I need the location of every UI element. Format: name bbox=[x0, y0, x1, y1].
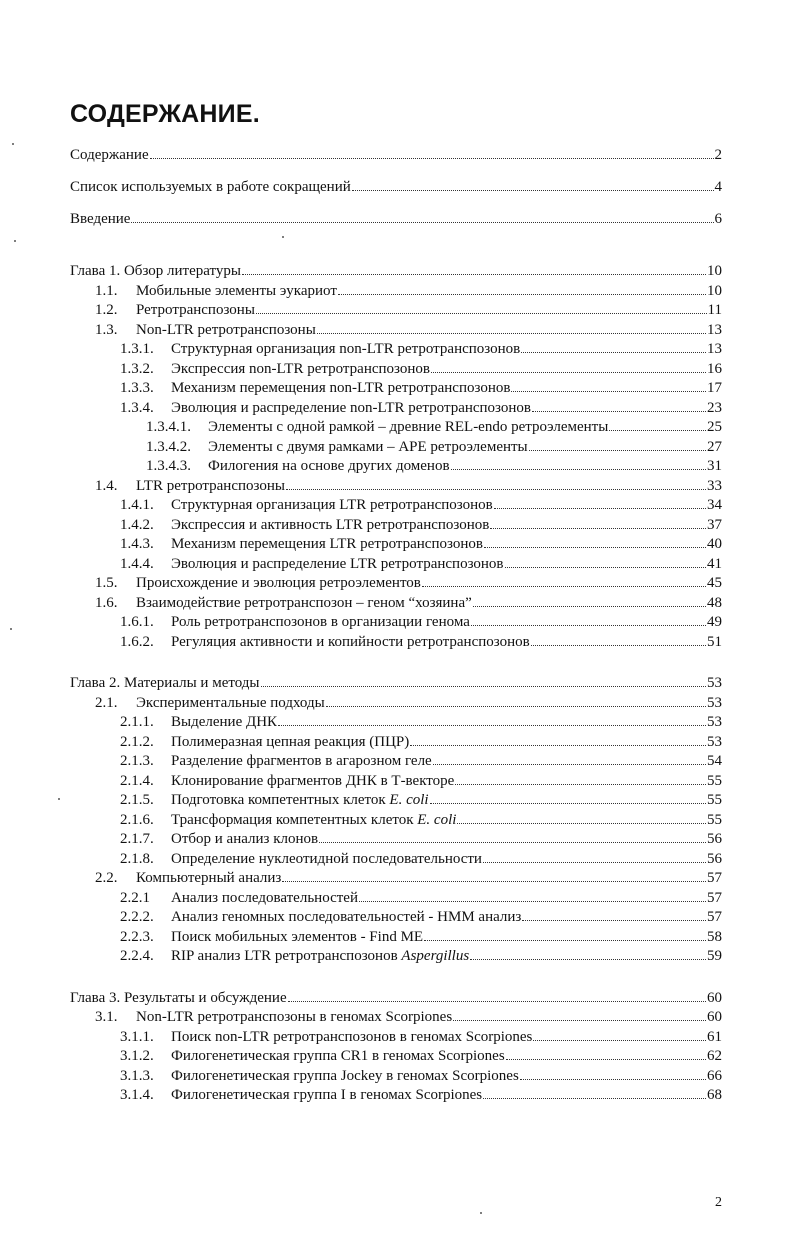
entry-title bbox=[136, 869, 281, 889]
entry-title-text: Поиск non-LTR ретротранспозонов в геномах Scorpiones bbox=[171, 1028, 533, 1045]
entry-page: 40 bbox=[707, 536, 722, 552]
dot-leader bbox=[533, 1039, 706, 1041]
entry-title bbox=[171, 889, 358, 909]
entry-page: 55 bbox=[707, 772, 722, 789]
toc-entry[interactable] bbox=[70, 176, 722, 198]
toc-entry[interactable] bbox=[70, 850, 722, 870]
entry-title-text: Отбор и анализ клонов bbox=[171, 831, 319, 847]
entry-page: 27 bbox=[707, 438, 722, 455]
entry-number: 1.4.1. bbox=[120, 497, 154, 513]
entry-title bbox=[171, 360, 430, 380]
entry-number: 1.6.1. bbox=[120, 614, 154, 630]
entry-title-text: Регуляция активности и копийности ретротранспозонов bbox=[171, 633, 530, 650]
entry-page: 54 bbox=[707, 753, 722, 769]
entry-title bbox=[171, 613, 470, 633]
entry-title bbox=[208, 457, 450, 477]
entry-title-text: Глава 2. Материалы и методы bbox=[70, 675, 260, 691]
entry-number: 1.3.4.3. bbox=[146, 458, 191, 474]
dot-leader bbox=[520, 1078, 706, 1080]
entry-page: 13 bbox=[707, 341, 722, 357]
section-gap bbox=[70, 240, 722, 262]
entry-number: 1.2. bbox=[95, 302, 118, 318]
entry-title-text: Происхождение и эволюция ретроэлементов bbox=[136, 575, 421, 591]
dot-leader bbox=[521, 351, 706, 353]
entry-title-text: Содержание bbox=[70, 147, 149, 163]
entry-title-text: Non-LTR ретротранспозоны в геномах Scorpiones bbox=[136, 1009, 453, 1025]
toc-entry[interactable] bbox=[70, 889, 722, 909]
entry-title bbox=[136, 477, 285, 497]
entry-page: 58 bbox=[707, 928, 722, 945]
page-title: СОДЕРЖАНИЕ. bbox=[70, 100, 260, 128]
entry-number: 3.1.2. bbox=[120, 1048, 154, 1064]
entry-title-text: LTR ретротранспозоны bbox=[136, 477, 285, 494]
entry-number: 1.5. bbox=[95, 575, 118, 591]
dot-leader bbox=[286, 488, 706, 490]
dot-leader bbox=[471, 624, 706, 626]
entry-title bbox=[171, 379, 510, 399]
entry-page: 49 bbox=[707, 614, 722, 630]
toc-entry[interactable] bbox=[70, 496, 722, 516]
entry-number: 3.1.3. bbox=[120, 1067, 154, 1084]
entry-title-text: Глава 3. Результаты и обсуждение bbox=[70, 989, 287, 1006]
toc-entry[interactable] bbox=[70, 694, 722, 714]
entry-number: 2.1.1. bbox=[120, 714, 154, 730]
entry-number: 2.1.8. bbox=[120, 850, 154, 867]
entry-title-text: Полимеразная цепная реакция (ПЦР) bbox=[171, 733, 410, 750]
toc-entry[interactable] bbox=[70, 379, 722, 399]
scan-speck bbox=[58, 798, 60, 800]
page-number: 2 bbox=[715, 1195, 722, 1210]
dot-leader bbox=[352, 189, 714, 191]
dot-leader bbox=[511, 390, 706, 392]
dot-leader bbox=[483, 861, 706, 863]
entry-title bbox=[171, 733, 409, 753]
entry-number: 2.1.4. bbox=[120, 772, 154, 789]
entry-number: 2.1.2. bbox=[120, 733, 154, 750]
entry-number: 1.4.3. bbox=[120, 536, 154, 552]
entry-title bbox=[136, 301, 255, 321]
entry-number: 1.6.2. bbox=[120, 633, 154, 650]
toc-entry[interactable] bbox=[70, 811, 722, 831]
entry-title bbox=[70, 176, 351, 198]
entry-page: 57 bbox=[707, 870, 722, 886]
entry-title-text: Эволюция и распределение LTR ретротранспозонов bbox=[171, 555, 504, 572]
entry-page: 4 bbox=[714, 179, 722, 195]
entry-title-text: Ретротранспозоны bbox=[136, 302, 255, 318]
entry-number: 1.3. bbox=[95, 321, 118, 338]
toc-entry[interactable] bbox=[70, 574, 722, 594]
entry-title-text: Трансформация компетентных клеток bbox=[171, 811, 418, 828]
toc-entry[interactable] bbox=[70, 791, 722, 811]
entry-title bbox=[171, 535, 483, 555]
entry-title-text: Механизм перемещения non-LTR ретротранспозонов bbox=[171, 380, 511, 396]
toc-entry[interactable] bbox=[70, 869, 722, 889]
entry-page: 57 bbox=[707, 889, 722, 906]
entry-page: 60 bbox=[707, 989, 722, 1006]
entry-page: 34 bbox=[707, 497, 722, 513]
dot-leader bbox=[430, 802, 706, 804]
entry-page: 66 bbox=[707, 1067, 722, 1084]
entry-title-text: RIP анализ LTR ретротранспозонов bbox=[171, 948, 402, 964]
entry-title bbox=[171, 947, 469, 967]
entry-number: 2.2.4. bbox=[120, 948, 154, 964]
entry-title-text: Определение нуклеотидной последовательности bbox=[171, 850, 482, 867]
entry-number: 1.3.3. bbox=[120, 380, 154, 396]
entry-number: 1.3.4.1. bbox=[146, 419, 191, 435]
toc-entry[interactable] bbox=[70, 752, 722, 772]
entry-title-text: Элементы с двумя рамками – APE ретроэлементы bbox=[208, 438, 528, 455]
entry-page: 37 bbox=[707, 516, 722, 533]
entry-title bbox=[171, 399, 531, 419]
entry-number: 3.1.4. bbox=[120, 1087, 154, 1103]
dot-leader bbox=[261, 685, 707, 687]
dot-leader bbox=[490, 527, 706, 529]
entry-title bbox=[208, 418, 608, 438]
scan-speck bbox=[12, 143, 14, 145]
entry-title-text: Компьютерный анализ bbox=[136, 870, 282, 886]
dot-leader bbox=[505, 566, 706, 568]
toc-entry[interactable] bbox=[70, 1047, 722, 1067]
entry-title-text: Роль ретротранспозонов в организации генома bbox=[171, 614, 470, 630]
entry-number: 3.1. bbox=[95, 1009, 118, 1025]
toc-entry[interactable] bbox=[70, 613, 722, 633]
entry-title-text: Глава 1. Обзор литературы bbox=[70, 263, 241, 279]
entry-title-text: Элементы с одной рамкой – древние REL-endo ретроэлементы bbox=[208, 419, 609, 435]
entry-title-text: Филогения на основе других доменов bbox=[208, 458, 450, 474]
entry-title bbox=[70, 674, 260, 694]
dot-leader bbox=[532, 410, 706, 412]
toc-entry[interactable] bbox=[70, 262, 722, 282]
entry-title-text: Экспериментальные подходы bbox=[136, 694, 325, 711]
entry-title-text: Эволюция и распределение non-LTR ретротранспозонов bbox=[171, 399, 532, 416]
toc-entry[interactable] bbox=[70, 989, 722, 1009]
entry-page: 60 bbox=[707, 1009, 722, 1025]
dot-leader bbox=[483, 1097, 706, 1099]
toc-entry[interactable] bbox=[70, 321, 722, 341]
entry-title-text: Анализ геномных последовательностей - HMM анализ bbox=[171, 909, 522, 925]
entry-number: 2.1. bbox=[95, 694, 118, 711]
entry-title bbox=[70, 144, 149, 166]
dot-leader bbox=[431, 371, 706, 373]
section-gap bbox=[70, 652, 722, 674]
entry-title bbox=[171, 633, 530, 653]
entry-title bbox=[171, 340, 520, 360]
entry-page: 56 bbox=[707, 850, 722, 867]
entry-title-text: Клонирование фрагментов ДНК в Т-векторе bbox=[171, 772, 455, 789]
entry-title bbox=[136, 694, 325, 714]
entry-page: 53 bbox=[707, 733, 722, 750]
entry-page: 53 bbox=[707, 714, 722, 730]
entry-number: 1.3.4.2. bbox=[146, 438, 191, 455]
entry-page: 31 bbox=[707, 458, 722, 474]
dot-leader bbox=[422, 585, 706, 587]
entry-title bbox=[171, 1067, 519, 1087]
dot-leader bbox=[433, 763, 706, 765]
entry-number: 2.1.6. bbox=[120, 811, 154, 828]
toc-entry[interactable] bbox=[70, 360, 722, 380]
entry-page: 45 bbox=[707, 575, 722, 591]
dot-leader bbox=[131, 221, 713, 223]
entry-title bbox=[171, 1086, 482, 1106]
dot-leader bbox=[278, 724, 706, 726]
entry-title bbox=[136, 574, 421, 594]
entry-title-text: Структурная организация non-LTR ретротранспозонов bbox=[171, 341, 521, 357]
entry-title bbox=[171, 1047, 505, 1067]
toc-entry[interactable] bbox=[70, 908, 722, 928]
entry-title-text: Филогенетическая группа I в геномах Scorpiones bbox=[171, 1087, 483, 1103]
entry-page: 48 bbox=[707, 594, 722, 611]
entry-number: 1.4. bbox=[95, 477, 118, 494]
dot-leader bbox=[256, 312, 707, 314]
entry-title-text: Список используемых в работе сокращений bbox=[70, 179, 351, 195]
toc-entry[interactable] bbox=[70, 733, 722, 753]
entry-page: 56 bbox=[707, 831, 722, 847]
dot-leader bbox=[473, 605, 706, 607]
toc-entry[interactable] bbox=[70, 947, 722, 967]
toc-entry[interactable] bbox=[70, 772, 722, 792]
entry-title bbox=[136, 321, 316, 341]
toc-entry[interactable] bbox=[70, 594, 722, 614]
entry-page: 53 bbox=[707, 694, 722, 711]
entry-title-text: Экспрессия и активность LTR ретротранспозонов bbox=[171, 516, 490, 533]
entry-title bbox=[171, 772, 454, 792]
entry-number: 1.1. bbox=[95, 282, 118, 299]
toc-entry[interactable] bbox=[70, 208, 722, 230]
entry-title-text: Разделение фрагментов в агарозном геле bbox=[171, 753, 432, 769]
dot-leader bbox=[359, 900, 706, 902]
dot-leader bbox=[484, 546, 706, 548]
entry-title-text: Подготовка компетентных клеток bbox=[171, 792, 390, 808]
entry-number: 1.4.4. bbox=[120, 555, 154, 572]
entry-title-italic: E. coli bbox=[389, 792, 429, 808]
entry-page: 25 bbox=[707, 419, 722, 435]
entry-title bbox=[171, 752, 432, 772]
entry-number: 2.1.3. bbox=[120, 753, 154, 769]
entry-title-text: Механизм перемещения LTR ретротранспозонов bbox=[171, 536, 483, 552]
dot-leader bbox=[457, 822, 706, 824]
dot-leader bbox=[338, 293, 706, 295]
entry-title-text: Филогенетическая группа CR1 в геномах Scorpiones bbox=[171, 1048, 505, 1064]
entry-number: 2.2.1 bbox=[120, 889, 150, 906]
dot-leader bbox=[531, 644, 706, 646]
entry-title-text: Non-LTR ретротранспозоны bbox=[136, 321, 316, 338]
entry-title bbox=[136, 594, 472, 614]
entry-number: 2.2.3. bbox=[120, 928, 154, 945]
dot-leader bbox=[317, 332, 706, 334]
dot-leader bbox=[453, 1019, 706, 1021]
entry-page: 2 bbox=[714, 147, 722, 163]
toc-entry[interactable] bbox=[70, 399, 722, 419]
entry-title bbox=[171, 791, 429, 811]
entry-title bbox=[171, 555, 504, 575]
entry-title bbox=[171, 908, 521, 928]
dot-leader bbox=[506, 1058, 706, 1060]
entry-page: 13 bbox=[707, 321, 722, 338]
entry-title-italic: E. coli bbox=[417, 811, 457, 828]
entry-page: 41 bbox=[707, 555, 722, 572]
entry-number: 1.3.4. bbox=[120, 399, 154, 416]
entry-title bbox=[171, 928, 423, 948]
entry-title-text: Мобильные элементы эукариот bbox=[136, 282, 337, 299]
entry-title bbox=[171, 496, 493, 516]
scan-speck bbox=[480, 1212, 482, 1214]
entry-title bbox=[208, 438, 528, 458]
entry-title bbox=[70, 262, 241, 282]
entry-page: 59 bbox=[707, 948, 722, 964]
entry-title bbox=[171, 713, 277, 733]
toc-entry[interactable] bbox=[70, 1067, 722, 1087]
dot-leader bbox=[424, 939, 706, 941]
dot-leader bbox=[319, 841, 706, 843]
toc-entry[interactable] bbox=[70, 555, 722, 575]
entry-title bbox=[70, 989, 287, 1009]
table-of-contents bbox=[70, 144, 722, 1106]
toc-entry[interactable] bbox=[70, 674, 722, 694]
entry-number: 1.4.2. bbox=[120, 516, 154, 533]
dot-leader bbox=[494, 507, 706, 509]
entry-title bbox=[171, 830, 318, 850]
toc-entry[interactable] bbox=[70, 633, 722, 653]
scan-speck bbox=[14, 240, 16, 242]
entry-number: 1.3.2. bbox=[120, 360, 154, 377]
entry-number: 3.1.1. bbox=[120, 1028, 154, 1045]
dot-leader bbox=[326, 705, 706, 707]
toc-entry[interactable] bbox=[70, 144, 722, 166]
scan-speck bbox=[10, 628, 12, 630]
dot-leader bbox=[242, 273, 706, 275]
entry-title-italic: Aspergillus bbox=[401, 948, 470, 964]
entry-page: 33 bbox=[707, 477, 722, 494]
entry-page: 57 bbox=[707, 909, 722, 925]
dot-leader bbox=[470, 958, 706, 960]
entry-page: 11 bbox=[707, 302, 722, 318]
toc-entry[interactable] bbox=[70, 418, 722, 438]
entry-title bbox=[171, 811, 456, 831]
toc-entry[interactable] bbox=[70, 457, 722, 477]
entry-title bbox=[136, 1008, 452, 1028]
toc-entry[interactable] bbox=[70, 282, 722, 302]
entry-page: 10 bbox=[707, 263, 722, 279]
entry-page: 55 bbox=[707, 811, 722, 828]
section-gap bbox=[70, 967, 722, 989]
entry-page: 55 bbox=[707, 792, 722, 808]
dot-leader bbox=[282, 880, 706, 882]
toc-entry[interactable] bbox=[70, 928, 722, 948]
dot-leader bbox=[451, 468, 706, 470]
entry-title bbox=[171, 850, 482, 870]
toc-entry[interactable] bbox=[70, 438, 722, 458]
dot-leader bbox=[288, 1000, 706, 1002]
entry-page: 16 bbox=[707, 360, 722, 377]
entry-title-text: Введение bbox=[70, 211, 131, 227]
dot-leader bbox=[609, 429, 706, 431]
toc-entry[interactable] bbox=[70, 301, 722, 321]
entry-title-text: Анализ последовательностей bbox=[171, 889, 358, 906]
entry-page: 10 bbox=[707, 282, 722, 299]
dot-leader bbox=[150, 157, 714, 159]
entry-number: 2.2. bbox=[95, 870, 118, 886]
toc-entry[interactable] bbox=[70, 535, 722, 555]
entry-title bbox=[171, 516, 489, 536]
entry-page: 17 bbox=[707, 380, 722, 396]
entry-page: 23 bbox=[707, 399, 722, 416]
entry-title bbox=[136, 282, 337, 302]
dot-leader bbox=[410, 744, 706, 746]
dot-leader bbox=[522, 919, 706, 921]
entry-number: 1.6. bbox=[95, 594, 118, 611]
entry-title-text: Выделение ДНК bbox=[171, 714, 278, 730]
entry-number: 1.3.1. bbox=[120, 341, 154, 357]
entry-page: 53 bbox=[707, 675, 722, 691]
entry-title-text: Взаимодействие ретротранспозон – геном “хозяина” bbox=[136, 594, 472, 611]
entry-number: 2.1.7. bbox=[120, 831, 154, 847]
entry-number: 2.2.2. bbox=[120, 909, 154, 925]
scan-speck bbox=[282, 236, 284, 238]
entry-page: 61 bbox=[707, 1028, 722, 1045]
entry-title-text: Филогенетическая группа Jockey в геномах Scorpiones bbox=[171, 1067, 519, 1084]
toc-entry[interactable] bbox=[70, 340, 722, 360]
dot-leader bbox=[455, 783, 706, 785]
entry-title-text: Экспрессия non-LTR ретротранспозонов bbox=[171, 360, 430, 377]
entry-title-text: Поиск мобильных элементов - Find ME bbox=[171, 928, 424, 945]
entry-number: 2.1.5. bbox=[120, 792, 154, 808]
entry-title bbox=[171, 1028, 532, 1048]
toc-entry[interactable] bbox=[70, 1086, 722, 1106]
dot-leader bbox=[529, 449, 706, 451]
entry-page: 51 bbox=[707, 633, 722, 650]
toc-entry[interactable] bbox=[70, 1028, 722, 1048]
entry-page: 68 bbox=[707, 1087, 722, 1103]
toc-entry[interactable] bbox=[70, 477, 722, 497]
toc-entry[interactable] bbox=[70, 516, 722, 536]
entry-title bbox=[70, 208, 130, 230]
entry-title-text: Структурная организация LTR ретротранспозонов bbox=[171, 497, 493, 513]
toc-entry[interactable] bbox=[70, 830, 722, 850]
entry-page: 6 bbox=[714, 211, 722, 227]
entry-page: 62 bbox=[707, 1048, 722, 1064]
toc-entry[interactable] bbox=[70, 1008, 722, 1028]
toc-entry[interactable] bbox=[70, 713, 722, 733]
